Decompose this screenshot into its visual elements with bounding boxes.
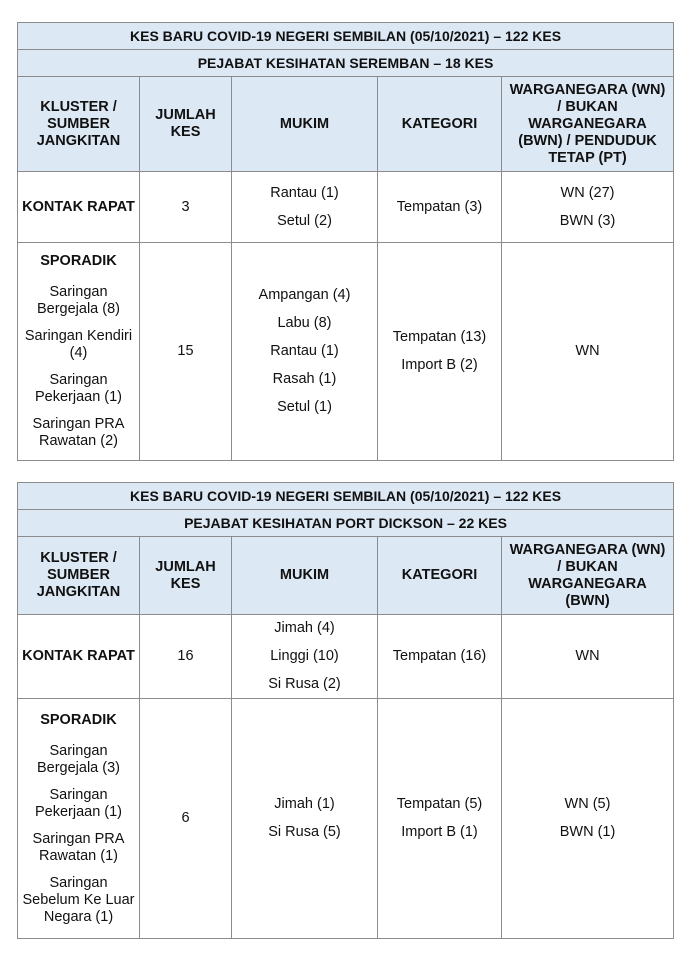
sporadik-item: Saringan PRA Rawatan (1) bbox=[32, 830, 125, 864]
warga-item: BWN (1) bbox=[559, 824, 616, 840]
sporadik-item: Saringan Pekerjaan (1) bbox=[34, 786, 123, 820]
warga-item: BWN (3) bbox=[559, 212, 616, 229]
warga-cell bbox=[502, 615, 674, 699]
kategori-item: Tempatan (16) bbox=[392, 648, 487, 664]
mukim-item: Rantau (1) bbox=[270, 343, 339, 359]
header-warga: WARGANEGARA (WN) / BUKAN WARGANEGARA (BWN) / PENDUDUK TETAP (PT) bbox=[502, 77, 674, 172]
header-kluster: KLUSTER / SUMBER JANGKITAN bbox=[18, 77, 140, 172]
jumlah-cell: 15 bbox=[140, 243, 232, 461]
sporadik-label: SPORADIK bbox=[40, 253, 117, 269]
table-title-row bbox=[18, 23, 674, 50]
port-dickson-table bbox=[17, 482, 674, 939]
kluster-sporadik bbox=[18, 243, 140, 461]
seremban-table bbox=[17, 22, 674, 461]
header-mukim: MUKIM bbox=[232, 537, 378, 615]
mukim-cell bbox=[232, 243, 378, 461]
header-warga: WARGANEGARA (WN) / BUKAN WARGANEGARA (BWN) bbox=[502, 537, 674, 615]
kategori-item: Tempatan (3) bbox=[396, 198, 483, 215]
mukim-item: Rantau (1) bbox=[270, 184, 339, 201]
table-row bbox=[18, 615, 674, 699]
kluster-sporadik bbox=[18, 699, 140, 939]
mukim-item: Si Rusa (5) bbox=[268, 824, 341, 840]
sporadik-label: SPORADIK bbox=[40, 711, 117, 728]
header-kluster: KLUSTER / SUMBER JANGKITAN bbox=[18, 537, 140, 615]
warga-cell bbox=[502, 699, 674, 939]
sporadik-item: Saringan Sebelum Ke Luar Negara (1) bbox=[22, 874, 135, 925]
header-jumlah: JUMLAH KES bbox=[140, 537, 232, 615]
jumlah-cell: 3 bbox=[140, 172, 232, 243]
sporadik-item: Saringan PRA Rawatan (2) bbox=[32, 416, 125, 449]
table-title: KES BARU COVID-19 NEGERI SEMBILAN (05/10/2021) – 122 KES bbox=[18, 483, 674, 510]
sporadik-item: Saringan Pekerjaan (1) bbox=[34, 372, 123, 405]
kategori-item: Import B (1) bbox=[401, 824, 478, 840]
mukim-item: Setul (2) bbox=[277, 212, 332, 229]
kategori-cell bbox=[378, 615, 502, 699]
jumlah-cell: 6 bbox=[140, 699, 232, 939]
warga-cell bbox=[502, 243, 674, 461]
table-row bbox=[18, 699, 674, 939]
table-subtitle-row bbox=[18, 510, 674, 537]
kategori-cell bbox=[378, 243, 502, 461]
mukim-item: Setul (1) bbox=[277, 399, 332, 415]
kategori-item: Tempatan (13) bbox=[392, 329, 487, 345]
mukim-item: Si Rusa (2) bbox=[268, 676, 341, 692]
header-row bbox=[18, 537, 674, 615]
mukim-item: Linggi (10) bbox=[270, 648, 339, 664]
mukim-item: Labu (8) bbox=[277, 315, 332, 331]
kategori-item: Import B (2) bbox=[401, 357, 478, 373]
mukim-item: Jimah (4) bbox=[274, 620, 335, 636]
mukim-item: Rasah (1) bbox=[272, 371, 337, 387]
warga-item: WN (5) bbox=[564, 796, 611, 812]
sporadik-item: Saringan Bergejala (3) bbox=[36, 742, 120, 776]
warga-item: WN bbox=[575, 343, 600, 359]
jumlah-cell: 16 bbox=[140, 615, 232, 699]
table-subtitle: PEJABAT KESIHATAN PORT DICKSON – 22 KES bbox=[18, 510, 674, 537]
kluster-kontak-rapat: KONTAK RAPAT bbox=[18, 615, 140, 699]
mukim-item: Ampangan (4) bbox=[258, 287, 351, 303]
kategori-cell bbox=[378, 699, 502, 939]
table-row bbox=[18, 243, 674, 461]
table-subtitle-row bbox=[18, 50, 674, 77]
table-title: KES BARU COVID-19 NEGERI SEMBILAN (05/10/2021) – 122 KES bbox=[18, 23, 674, 50]
table-title-row bbox=[18, 483, 674, 510]
warga-item: WN (27) bbox=[560, 184, 615, 201]
mukim-cell bbox=[232, 699, 378, 939]
header-kategori: KATEGORI bbox=[378, 77, 502, 172]
header-jumlah: JUMLAH KES bbox=[140, 77, 232, 172]
table-subtitle: PEJABAT KESIHATAN SEREMBAN – 18 KES bbox=[18, 50, 674, 77]
sporadik-item: Saringan Kendiri (4) bbox=[24, 328, 133, 361]
sporadik-item: Saringan Bergejala (8) bbox=[36, 284, 120, 317]
mukim-item: Jimah (1) bbox=[274, 796, 335, 812]
kategori-cell bbox=[378, 172, 502, 243]
kluster-kontak-rapat: KONTAK RAPAT bbox=[18, 172, 140, 243]
table-row bbox=[18, 172, 674, 243]
mukim-cell bbox=[232, 615, 378, 699]
warga-item: WN bbox=[575, 648, 600, 664]
warga-cell bbox=[502, 172, 674, 243]
header-row bbox=[18, 77, 674, 172]
kategori-item: Tempatan (5) bbox=[396, 796, 483, 812]
mukim-cell bbox=[232, 172, 378, 243]
header-kategori: KATEGORI bbox=[378, 537, 502, 615]
header-mukim: MUKIM bbox=[232, 77, 378, 172]
